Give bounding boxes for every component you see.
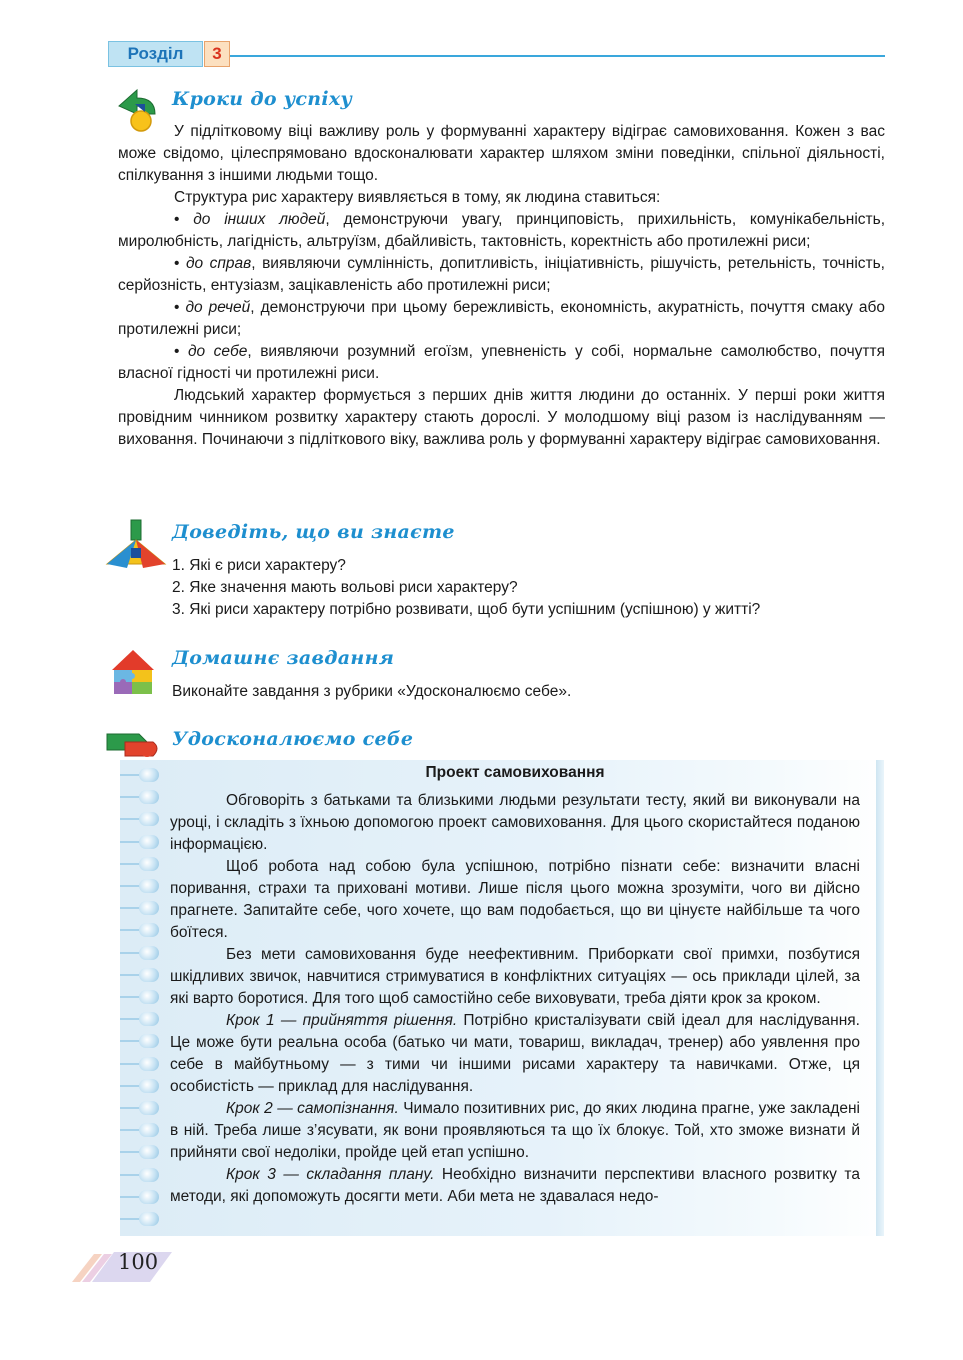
notebook-box-edge (876, 760, 884, 1236)
steps-body (118, 121, 885, 451)
ring (139, 1145, 159, 1159)
bullet-text: , виявляючи сумлінність, допитливість, ініціативність, рішучість, ретельність, точність, серйозність, ентузіазм, зацікавленість або протилежні риси; (118, 255, 885, 294)
ring (139, 1034, 159, 1048)
improve-heading: Удосконалюємо себе (172, 728, 414, 750)
homework-body (172, 681, 885, 703)
ring (139, 923, 159, 937)
ring (139, 1079, 159, 1093)
bullet-term: до речей (185, 299, 251, 316)
box-body (170, 790, 860, 1208)
question-item: 1. Які є риси характеру? (172, 557, 346, 574)
ribbon-arrows-icon (103, 726, 163, 760)
prove-questions (172, 555, 885, 621)
steps-paragraph: Структура рис характеру виявляється в тому, як людина ставиться: (174, 189, 661, 206)
step-label: Крок 1 — прийняття рішення. (226, 1012, 458, 1029)
step-item (170, 1098, 860, 1164)
ring (139, 1012, 159, 1026)
box-paragraph: Без мети самовиховання буде неефективним. Приборкати свої примхи, позбутися шкідливих звичок, навчитися стримуватися в конфліктних ситуаціях — ось приклади цілей, за які варто боротися. Для того щоб самостійно себе виховувати, треба діяти крок за кроком. (170, 946, 860, 1007)
bullet-term: до інших людей (193, 211, 326, 228)
bullet-item: • до себе, виявляючи розумний егоїзм, упевненість у собі, нормальне самолюбство, почуття власної гідності чи протилежні риси. (118, 343, 885, 382)
step-item (170, 1010, 860, 1098)
box-paragraph: Щоб робота над собою була успішною, потрібно пізнати себе: визначити власні поривання, страхи та приховані мотиви. Лише після цього можна зрозуміти, чого ви дійсно прагнете. Запитайте себе, чого хочете, що вам подобається, що ви цінуєте найбільше та чого боїтеся. (170, 858, 860, 941)
bullet-text: , виявляючи розумний егоїзм, упевненість у собі, нормальне самолюбство, почуття власної гідності чи протилежні риси. (118, 343, 885, 382)
ring (139, 835, 159, 849)
page-number: 100 (118, 1250, 159, 1274)
ring (139, 968, 159, 982)
ring (139, 768, 159, 782)
homework-text: Виконайте завдання з рубрики «Удосконалюємо себе». (172, 683, 572, 700)
steps-paragraph: У підлітковому віці важливу роль у формуванні характеру відіграє самовиховання. Кожен з вас може свідомо, цілеспрямовано вдосконалювати характер шляхом зміни поведінки, спільної діяльності, спілкування з іншими людьми тощо. (118, 123, 885, 184)
step-item (170, 1164, 860, 1208)
step-text: Потрібно кристалізувати свій ідеал для наслідування. Це може бути реальна особа (батько чи мати, товариш, викладач, тренер) або уявлення про себе в майбутньому — з тими чи іншими рисами характеру та навичками. Отже, ця особистість — приклад для наслідування. (170, 1012, 860, 1095)
bullet-text: , демонструючи при цьому бережливість, економність, акуратність, почуття смаку або протилежні риси; (118, 299, 885, 338)
steps-closing: Людський характер формується з перших днів життя людини до останніх. У перші роки життя провідним чинником розвитку характеру стають дорослі. У молодшому віці разом із наслідуванням — виховання. Починаючи з підліткового віку, важлива роль у формуванні характеру відіграє самовиховання. (118, 387, 885, 448)
ring (139, 1123, 159, 1137)
bullet-term: до себе (187, 343, 248, 360)
section-label: Розділ (108, 41, 203, 67)
ring (139, 1101, 159, 1115)
step-text: Чимало позитивних рис, до яких людина прагне, уже закладені в ній. Треба лише з’ясувати, як вони проявляються та що їх блокує. Той, хто зможе визнати й прийняти свої недоліки, пройде цей етап успішно. (170, 1100, 860, 1161)
header-rule (230, 55, 885, 57)
box-paragraph: Обговоріть з батьками та близькими людьми результати тесту, який ви виконували на уроці, і складіть з їхньою допомогою проект самовиховання. Для цього скористайтеся поданою інформацією. (170, 792, 860, 853)
step-label: Крок 2 — самопізнання. (226, 1100, 399, 1117)
bullet-item: • до речей, демонструючи при цьому бережливість, економність, акуратність, почуття смаку або протилежні риси; (118, 299, 885, 338)
puzzle-house-icon (110, 648, 156, 696)
section-number: 3 (204, 41, 230, 67)
bullet-term: до справ (185, 255, 252, 272)
step-label: Крок 3 — складання плану. (226, 1166, 435, 1183)
ring (139, 790, 159, 804)
bullet-item: • до інших людей, демонструючи увагу, принциповість, прихильність, комунікабельність, миролюбність, лагідність, альтруїзм, дбайливість, тактовність, коректність або протилежні риси; (118, 211, 885, 250)
homework-heading: Домашнє завдання (172, 647, 395, 669)
ring (139, 812, 159, 826)
exclamation-pyramid-icon (105, 518, 167, 570)
bullet-text: , демонструючи увагу, принциповість, прихильність, комунікабельність, миролюбність, лагідність, альтруїзм, дбайливість, тактовність, коректність або протилежні риси; (118, 211, 885, 250)
step-text: Необхідно визначити перспективи власного розвитку та методи, які допоможуть досягти мети. Аби мета не здавалася недо- (170, 1166, 860, 1205)
ring (139, 857, 159, 871)
ring (139, 901, 159, 915)
prove-heading: Доведіть, що ви знаєте (172, 521, 455, 543)
steps-heading: Кроки до успіху (172, 88, 353, 110)
ring (139, 1190, 159, 1204)
ring (139, 946, 159, 960)
ring (139, 1057, 159, 1071)
question-item: 2. Яке значення мають вольові риси характеру? (172, 579, 518, 596)
ring (139, 1212, 159, 1226)
box-title: Проект самовиховання (425, 764, 605, 781)
ring (139, 879, 159, 893)
bullet-item: • до справ, виявляючи сумлінність, допитливість, ініціативність, рішучість, ретельність, точність, серйозність, ентузіазм, зацікавленість або протилежні риси; (118, 255, 885, 294)
ring (139, 1168, 159, 1182)
ring (139, 990, 159, 1004)
question-item: 3. Які риси характеру потрібно розвивати, щоб бути успішним (успішною) у житті? (172, 601, 761, 618)
